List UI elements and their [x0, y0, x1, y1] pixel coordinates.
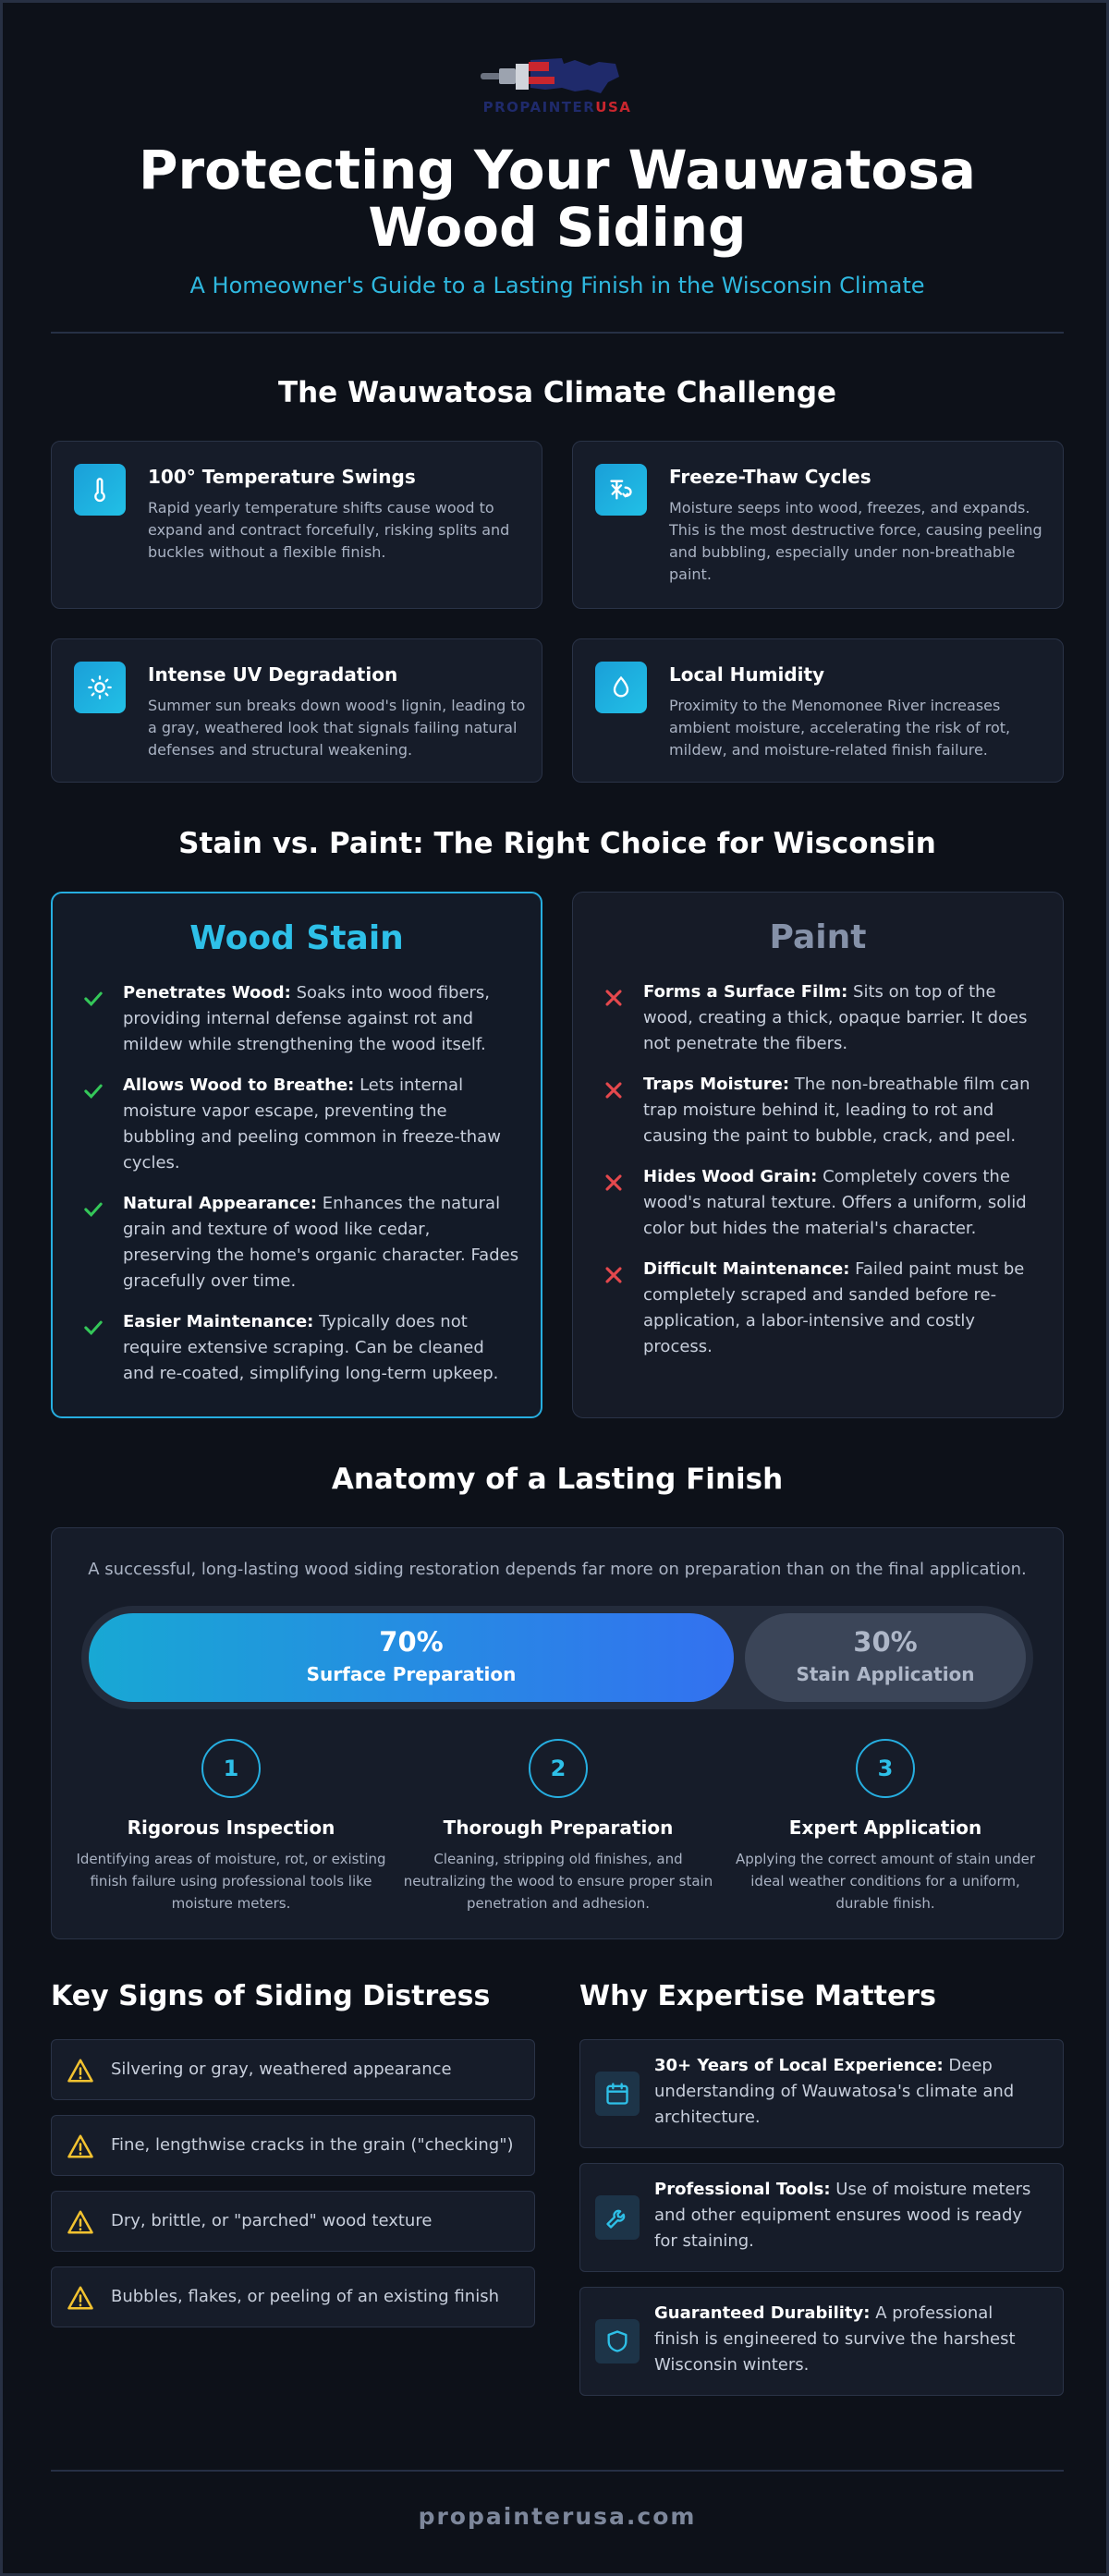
- distress-sign-text: Silvering or gray, weathered appearance: [111, 2060, 452, 2079]
- signs-section-title: Key Signs of Siding Distress: [51, 1980, 491, 2012]
- climate-card-desc: Proximity to the Menomonee River increases ambient moisture, accelerating the risk of rot, mildew, and moisture-related finish failure.: [669, 697, 1011, 759]
- climate-section-title: The Wauwatosa Climate Challenge: [277, 376, 837, 409]
- effort-split-bar: [81, 1606, 1033, 1709]
- cross-icon: [601, 1077, 627, 1103]
- thermometer-icon: [74, 464, 126, 516]
- stain-heading: Wood Stain: [189, 919, 404, 957]
- check-icon: [80, 1078, 106, 1104]
- paint-point: [643, 1257, 1041, 1360]
- logo-text-accent: USA: [595, 99, 632, 115]
- warning-icon: [67, 2057, 94, 2084]
- expertise-label: 30+ Years of Local Experience:: [654, 2056, 944, 2075]
- climate-card-desc: Rapid yearly temperature shifts cause wood to expand and contract forcefully, risking splits and buckles without a flexible finish.: [148, 499, 510, 561]
- step-desc: Cleaning, stripping old finishes, and neutralizing the wood to ensure proper stain penetration and adhesion.: [403, 1851, 713, 1912]
- comparison-section-title: Stain vs. Paint: The Right Choice for Wisconsin: [178, 827, 936, 860]
- application-percent: 30%: [853, 1626, 918, 1658]
- step-desc: Applying the correct amount of stain under ideal weather conditions for a uniform, durable finish.: [735, 1851, 1036, 1912]
- stain-point: [123, 1309, 520, 1387]
- expertise-text: [654, 2301, 1042, 2378]
- footer-site-link[interactable]: propainterusa.com: [418, 2503, 697, 2530]
- page-title: [51, 139, 1064, 259]
- point-text: Enhances the natural grain and texture of wood like cedar, preserving the home's organic character. Fades gracefully over time.: [123, 1194, 519, 1291]
- climate-card: [572, 638, 1064, 783]
- preparation-segment: [89, 1613, 734, 1702]
- point-text: Completely covers the wood's natural texture. Offers a uniform, solid color but hides the material's character.: [643, 1167, 1027, 1238]
- distress-sign-text: Dry, brittle, or "parched" wood texture: [111, 2211, 433, 2230]
- expertise-section-title: Why Expertise Matters: [579, 1980, 936, 2012]
- wrench-icon: [595, 2195, 640, 2240]
- climate-card-title: Freeze-Thaw Cycles: [669, 466, 871, 488]
- step-desc: Identifying areas of moisture, rot, or existing finish failure using professional tools like moisture meters.: [76, 1851, 386, 1912]
- point-text: Lets internal moisture vapor escape, preventing the bubbling and peeling common in freeze-thaw cycles.: [123, 1075, 501, 1173]
- point-label: Difficult Maintenance:: [643, 1259, 850, 1279]
- application-label: Stain Application: [796, 1663, 975, 1685]
- distress-sign-item: [51, 2266, 535, 2327]
- point-label: Allows Wood to Breathe:: [123, 1075, 355, 1095]
- shield-icon: [595, 2319, 640, 2363]
- step-title: Thorough Preparation: [443, 1817, 674, 1839]
- distress-sign-item: [51, 2039, 535, 2100]
- stain-point: [123, 980, 520, 1058]
- paint-panel: [572, 892, 1064, 1418]
- climate-card: [51, 638, 542, 783]
- title-line-1: Protecting Your Wauwatosa: [139, 139, 976, 201]
- logo-text: [479, 99, 636, 115]
- paintbrush-logo-icon: [479, 55, 636, 99]
- water-drop-icon: [595, 662, 647, 713]
- step-number: 2: [529, 1739, 588, 1798]
- distress-sign-item: [51, 2115, 535, 2176]
- paint-point: [643, 979, 1041, 1057]
- warning-icon: [67, 2208, 94, 2236]
- calendar-icon: [595, 2072, 640, 2116]
- preparation-percent: 70%: [379, 1626, 444, 1658]
- expertise-item: [579, 2287, 1064, 2396]
- paint-point: [643, 1164, 1041, 1242]
- expertise-desc: A professional finish is engineered to survive the harshest Wisconsin winters.: [654, 2303, 1016, 2375]
- warning-icon: [67, 2284, 94, 2312]
- climate-card-desc: Moisture seeps into wood, freezes, and expands. This is the most destructive force, causing peeling and bubbling, especially under non-breathable paint.: [669, 499, 1042, 583]
- expertise-text: [654, 2177, 1042, 2254]
- point-text: Typically does not require extensive scraping. Can be cleaned and re-coated, simplifying long-term upkeep.: [123, 1312, 499, 1383]
- cross-icon: [601, 985, 627, 1011]
- step-title: Rigorous Inspection: [127, 1817, 335, 1839]
- cross-icon: [601, 1262, 627, 1288]
- point-label: Penetrates Wood:: [123, 983, 291, 1002]
- anatomy-intro: A successful, long-lasting wood siding restoration depends far more on preparation than on the final application.: [88, 1560, 1027, 1579]
- sun-icon: [74, 662, 126, 713]
- stain-point: [123, 1191, 520, 1294]
- warning-icon: [67, 2132, 94, 2160]
- expertise-desc: Use of moisture meters and other equipment ensures wood is ready for staining.: [654, 2180, 1031, 2251]
- check-icon: [80, 986, 106, 1012]
- anatomy-panel: [51, 1527, 1064, 1939]
- distress-sign-text: Bubbles, flakes, or peeling of an existing finish: [111, 2287, 499, 2306]
- climate-card-title: Intense UV Degradation: [148, 663, 398, 686]
- expertise-item: [579, 2039, 1064, 2148]
- point-text: The non-breathable film can trap moisture behind it, leading to rot and causing the paint to bubble, crack, and peel.: [643, 1075, 1030, 1146]
- logo: [479, 55, 636, 119]
- paint-heading: Paint: [769, 918, 867, 956]
- check-icon: [80, 1197, 106, 1222]
- step-number: 3: [856, 1739, 915, 1798]
- title-line-2: Wood Siding: [368, 196, 747, 259]
- climate-card-title: Local Humidity: [669, 663, 825, 686]
- point-text: Failed paint must be completely scraped and sanded before re-application, a labor-intensive and costly process.: [643, 1259, 1025, 1356]
- expertise-item: [579, 2163, 1064, 2272]
- footer-divider: [51, 2470, 1064, 2472]
- climate-card: [572, 441, 1064, 609]
- check-icon: [80, 1315, 106, 1341]
- point-label: Easier Maintenance:: [123, 1312, 314, 1331]
- anatomy-section-title: Anatomy of a Lasting Finish: [331, 1463, 784, 1496]
- logo-text-primary: PROPAINTER: [482, 99, 596, 115]
- application-segment: [745, 1613, 1026, 1702]
- expertise-label: Professional Tools:: [654, 2180, 831, 2199]
- step-title: Expert Application: [788, 1817, 982, 1839]
- page-subtitle: A Homeowner's Guide to a Lasting Finish in the Wisconsin Climate: [189, 273, 925, 298]
- step-number: 1: [201, 1739, 261, 1798]
- expertise-label: Guaranteed Durability:: [654, 2303, 871, 2323]
- paint-point: [643, 1072, 1041, 1149]
- distress-sign-text: Fine, lengthwise cracks in the grain ("checking"): [111, 2135, 514, 2155]
- point-label: Natural Appearance:: [123, 1194, 318, 1213]
- divider: [51, 332, 1064, 334]
- point-text: Soaks into wood fibers, providing internal defense against rot and mildew while strengthening the wood itself.: [123, 983, 491, 1054]
- stain-panel: [51, 892, 542, 1418]
- point-text: Sits on top of the wood, creating a thick, opaque barrier. It does not penetrate the fibers.: [643, 982, 1028, 1053]
- snow-thaw-icon: [595, 464, 647, 516]
- climate-card: [51, 441, 542, 609]
- expertise-text: [654, 2053, 1042, 2131]
- cross-icon: [601, 1170, 627, 1196]
- point-label: Traps Moisture:: [643, 1075, 790, 1094]
- distress-sign-item: [51, 2191, 535, 2252]
- point-label: Forms a Surface Film:: [643, 982, 848, 1002]
- climate-card-title: 100° Temperature Swings: [148, 466, 416, 488]
- stain-point: [123, 1073, 520, 1176]
- point-label: Hides Wood Grain:: [643, 1167, 818, 1186]
- preparation-label: Surface Preparation: [306, 1663, 517, 1685]
- climate-card-desc: Summer sun breaks down wood's lignin, leading to a gray, weathered look that signals failing natural defenses and structural weakening.: [148, 697, 526, 759]
- expertise-desc: Deep understanding of Wauwatosa's climate and architecture.: [654, 2056, 1015, 2127]
